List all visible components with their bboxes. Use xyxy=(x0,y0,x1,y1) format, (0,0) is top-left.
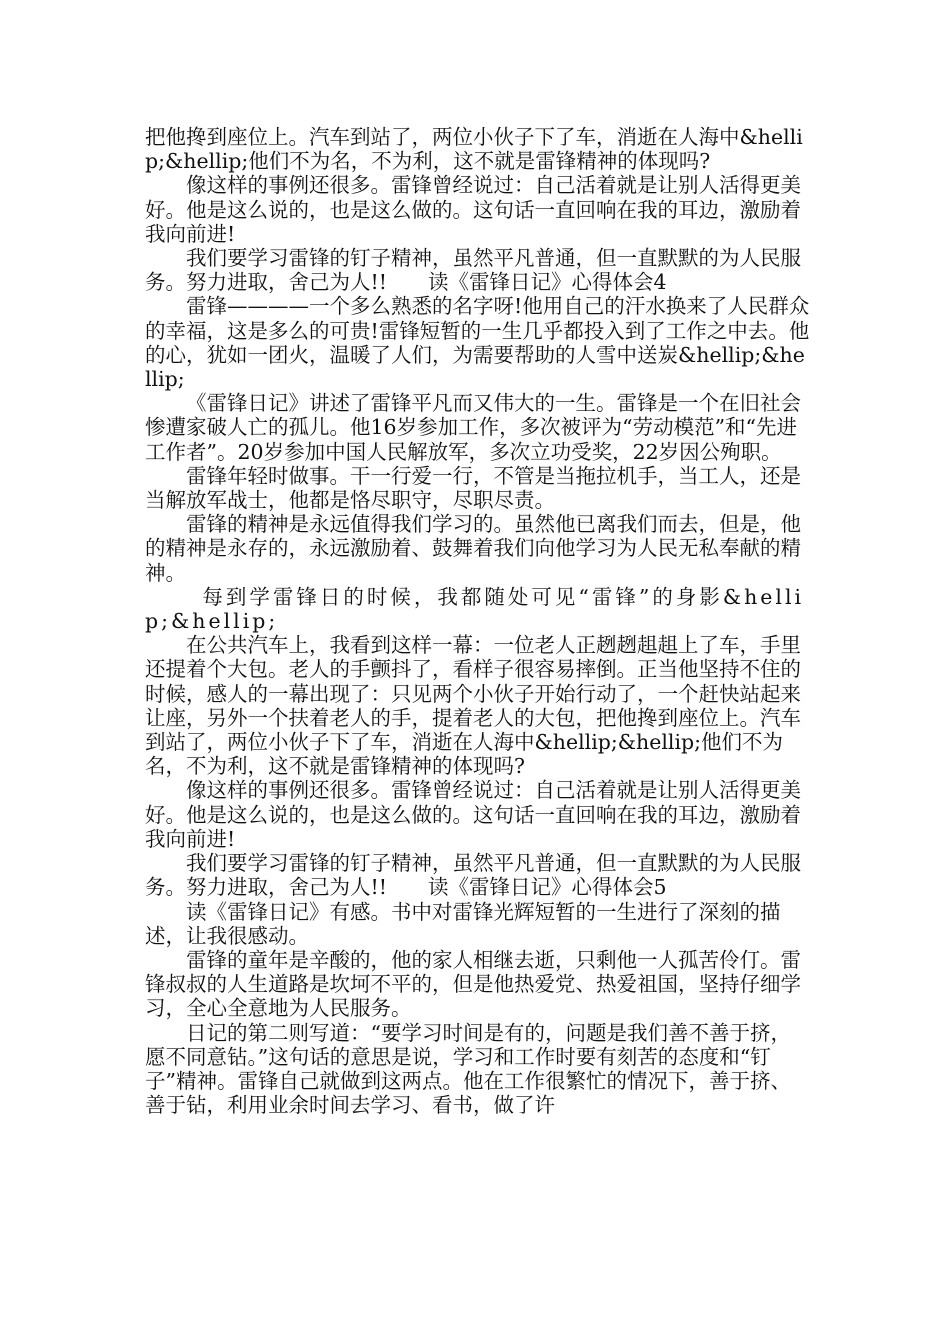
paragraph: 雷锋年轻时做事。干一行爱一行，不管是当拖拉机手，当工人，还是当解放军战士，他都是恪尽职守，尽职尽责。 xyxy=(145,463,801,513)
paragraph: 雷锋————一个多么熟悉的名字呀!他用自己的汗水换来了人民群众的幸福，这是多么的可贵!雷锋短暂的一生几乎都投入到了工作之中去。他的心，犹如一团火，温暖了人们，为需要帮助的人雪中送炭&hellip;&hellip; xyxy=(145,294,810,392)
paragraph: 读《雷锋日记》有感。书中对雷锋光辉短暂的一生进行了深刻的描述，让我很感动。 xyxy=(145,899,781,948)
paragraph: 像这样的事例还很多。雷锋曾经说过：自己活着就是让别人活得更美好。他是这么说的，也是这么做的。这句话一直回响在我的耳边，激励着我向前进! xyxy=(145,778,801,851)
paragraph: 我们要学习雷锋的钉子精神，虽然平凡普通，但一直默默的为人民服务。努力进取，舍己为人!! 读《雷锋日记》心得体会5 xyxy=(145,851,801,900)
paragraph: 日记的第二则写道：“要学习时间是有的，问题是我们善不善于挤，愿不同意钻。”这句话的意思是说，学习和工作时要有刻苦的态度和“钉子”精神。雷锋自己就做到这两点。他在工作很繁忙的情况下，善于挤、善于钻，利用业余时间去学习、看书，做了许 xyxy=(145,1020,791,1118)
paragraph: 雷锋的童年是辛酸的，他的家人相继去逝，只剩他一人孤苦伶仃。雷锋叔叔的人生道路是坎坷不平的，但是他热爱党、热爱祖国，坚持仔细学习，全心全意地为人民服务。 xyxy=(145,947,801,1021)
paragraph: 《雷锋日记》讲述了雷锋平凡而又伟大的一生。雷锋是一个在旧社会惨遭家破人亡的孤儿。他16岁参加工作，多次被评为“劳动模范”和“先进工作者”。20岁参加中国人民解放军，多次立功受奖，22岁因公殉职。 xyxy=(145,391,801,464)
paragraph: 雷锋的精神是永远值得我们学习的。虽然他已离我们而去，但是，他的精神是永存的，永远激励着、鼓舞着我们向他学习为人民无私奉献的精神。 xyxy=(145,512,801,585)
paragraph: 把他搀到座位上。汽车到站了，两位小伙子下了车，消逝在人海中&hellip;&hellip;他们不为名，不为利，这不就是雷锋精神的体现吗? xyxy=(145,125,803,174)
paragraph: 像这样的事例还很多。雷锋曾经说过：自己活着就是让别人活得更美好。他是这么说的，也是这么做的。这句话一直回响在我的耳边，激励着我向前进! xyxy=(145,173,801,246)
paragraph: 在公共汽车上，我看到这样一幕：一位老人正趔趔趄趄上了车，手里还提着个大包。老人的手颤抖了，看样子很容易摔倒。正当他坚持不住的时候，感人的一幕出现了：只见两个小伙子开始行动了，一个赶快站起来让座，另外一个扶着老人的手，提着老人的大包，把他搀到座位上。汽车到站了，两位小伙子下了车，消逝在人海中&hellip;&hellip;他们不为名，不为利，这不就是雷锋精神的体现吗? xyxy=(145,633,801,779)
paragraph: 我们要学习雷锋的钉子精神，虽然平凡普通，但一直默默的为人民服务。努力进取，舍己为人!! 读《雷锋日记》心得体会4 xyxy=(145,246,801,295)
paragraph: 每到学雷锋日的时候，我都随处可见“雷锋”的身影&hellip;&hellip; xyxy=(145,584,805,634)
document-body xyxy=(145,125,810,1117)
